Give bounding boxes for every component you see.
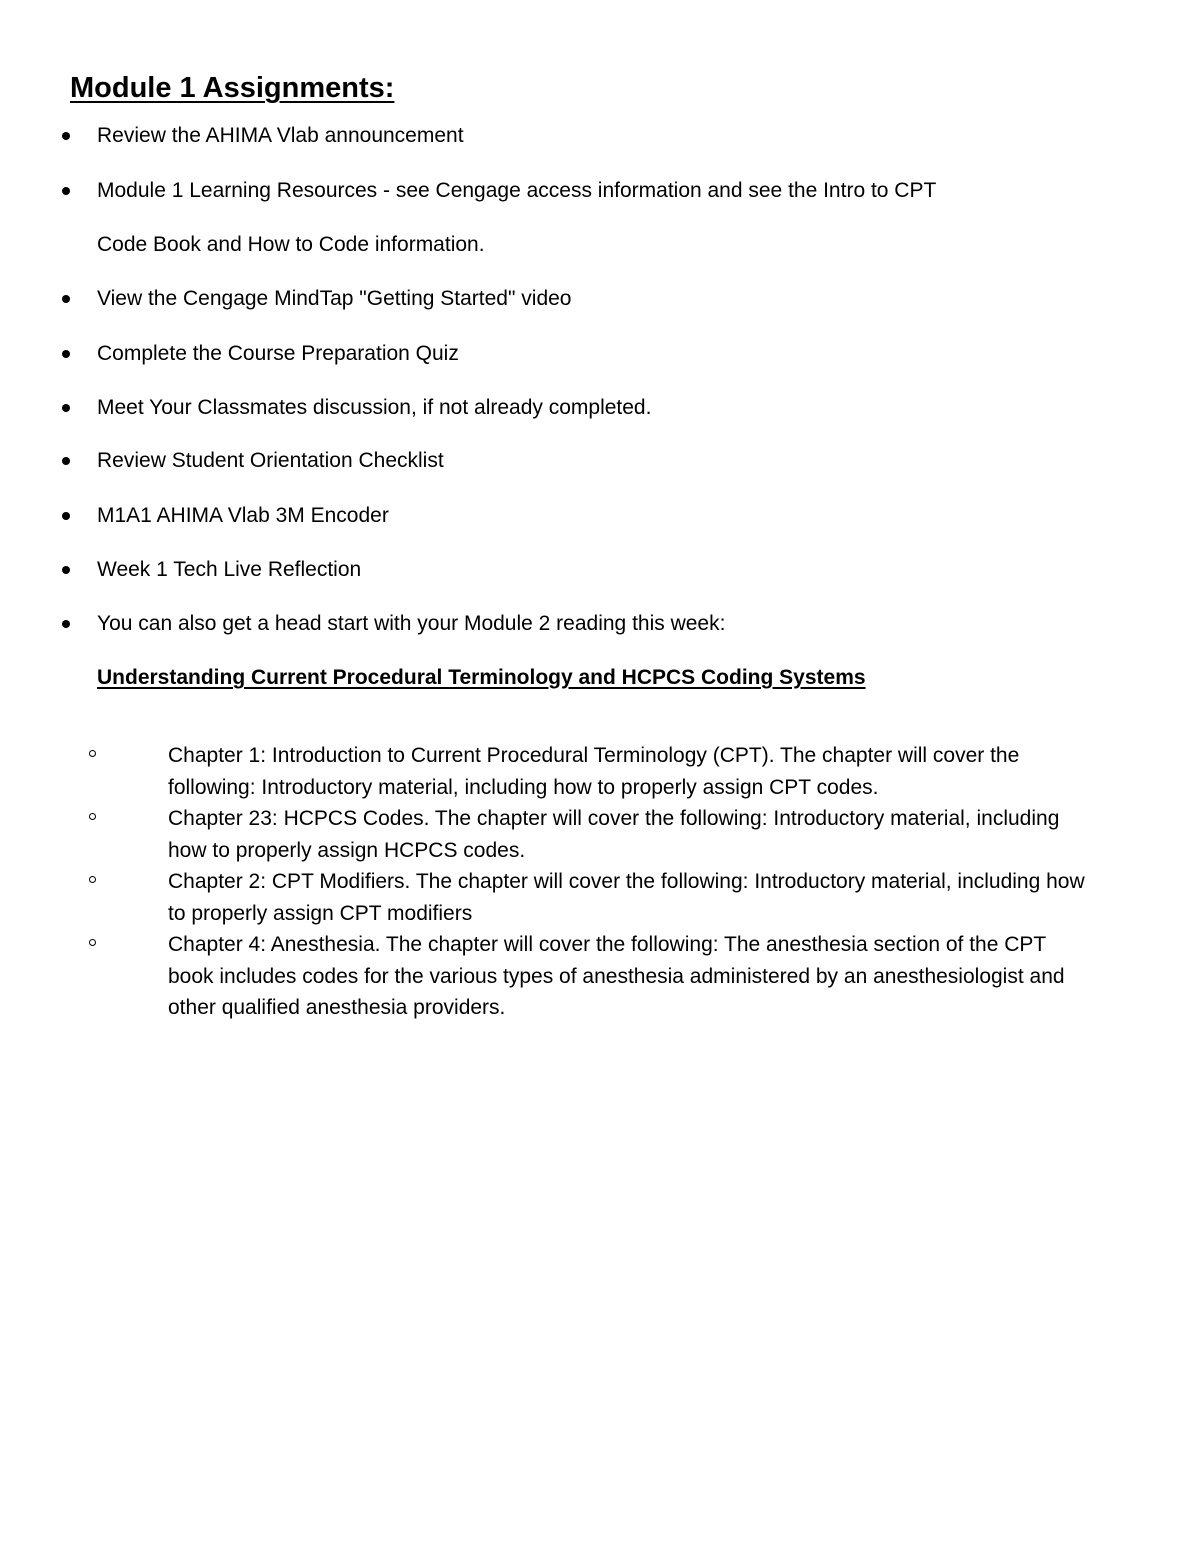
assignment-item-orientation-checklist: Review Student Orientation Checklist (97, 449, 444, 472)
chapter-4-text: Chapter 4: Anesthesia. The chapter will cover the following: The anesthesia section of the CPT book includes codes for the various types of anesthesia administered by an anesthesiologist and other qualified anesthesia providers. (168, 933, 1065, 1019)
bullet-icon (62, 350, 70, 358)
bullet-icon (62, 295, 70, 303)
assignment-item-preparation-quiz: Complete the Course Preparation Quiz (97, 342, 459, 365)
chapter-23-text: Chapter 23: HCPCS Codes. The chapter will cover the following: Introductory material, including how to properly assign HCPCS codes. (168, 807, 1060, 862)
list-item-continuation (0, 232, 1200, 258)
list-item (0, 448, 1200, 474)
list-item (0, 503, 1200, 529)
reading-title: Understanding Current Procedural Terminology and HCPCS Coding Systems (97, 666, 866, 689)
bullet-icon (62, 404, 70, 412)
circle-bullet-icon (89, 939, 96, 946)
bullet-icon (62, 457, 70, 465)
assignment-item-learning-resources: Module 1 Learning Resources - see Cengage access information and see the Intro to CPT (97, 179, 937, 202)
bullet-icon (62, 132, 70, 140)
page-title: Module 1 Assignments: (70, 72, 395, 104)
assignment-item-module-2-reading: You can also get a head start with your Module 2 reading this week: (97, 612, 726, 635)
assignment-item-classmates-discussion: Meet Your Classmates discussion, if not already completed. (97, 396, 652, 419)
assignment-item-m1a1-encoder: M1A1 AHIMA Vlab 3M Encoder (97, 504, 389, 527)
chapter-1-text: Chapter 1: Introduction to Current Procedural Terminology (CPT). The chapter will cover the following: Introductory material, including how to properly assign CPT codes. (168, 744, 1020, 799)
chapter-2-text: Chapter 2: CPT Modifiers. The chapter will cover the following: Introductory material, including how to properly assign CPT modifiers (168, 870, 1085, 925)
list-item (0, 178, 1200, 204)
bullet-icon (62, 620, 70, 628)
assignment-item-tech-live-reflection: Week 1 Tech Live Reflection (97, 558, 362, 581)
list-item (0, 341, 1200, 367)
circle-bullet-icon (89, 750, 96, 757)
list-item (0, 395, 1200, 421)
list-item (0, 286, 1200, 312)
assignment-item-getting-started-video: View the Cengage MindTap "Getting Started" video (97, 287, 572, 310)
circle-bullet-icon (89, 876, 96, 883)
bullet-icon (62, 187, 70, 195)
bullet-icon (62, 512, 70, 520)
bullet-icon (62, 566, 70, 574)
list-item (0, 123, 1200, 149)
list-item (0, 611, 1200, 637)
list-item (0, 557, 1200, 583)
assignment-item-learning-resources-continuation: Code Book and How to Code information. (97, 233, 485, 256)
assignment-item-vlab-announcement: Review the AHIMA Vlab announcement (97, 124, 464, 147)
circle-bullet-icon (89, 813, 96, 820)
